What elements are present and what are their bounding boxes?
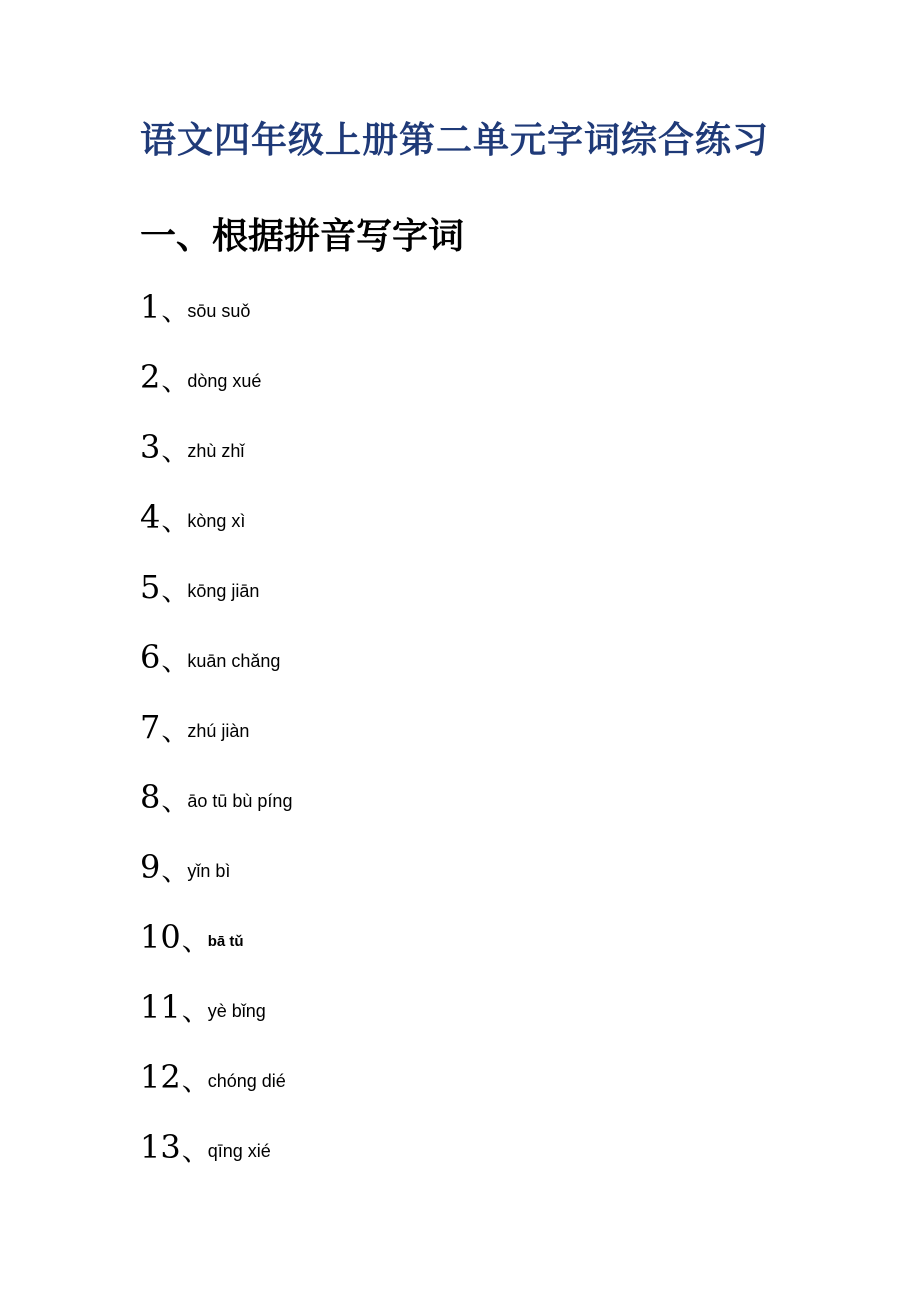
exercise-item [140,972,292,1042]
item-number: 8 [140,778,161,816]
exercise-item [140,692,292,762]
item-separator: 、 [181,1064,210,1097]
exercise-item [140,552,292,622]
document-title: 语文四年级上册第二单元字词综合练习 [140,119,770,161]
exercise-item [140,832,292,902]
item-number: 10 [140,918,181,956]
item-separator: 、 [161,644,190,677]
item-separator: 、 [181,924,210,957]
item-pinyin: zhù zhǐ [187,440,245,461]
item-number: 6 [140,638,161,676]
item-separator: 、 [161,504,190,537]
pinyin-exercise-list [140,272,292,1182]
exercise-item [140,412,292,482]
exercise-item [140,482,292,552]
item-separator: 、 [161,364,190,397]
item-separator: 、 [161,434,190,467]
item-separator: 、 [161,714,190,747]
item-number: 1 [140,288,161,326]
item-number: 7 [140,708,161,746]
item-pinyin: kòng xì [187,510,246,531]
item-pinyin: bā tǔ [207,932,244,950]
item-pinyin: chóng dié [207,1070,286,1091]
exercise-item [140,762,292,832]
exercise-item [140,902,292,972]
item-pinyin: zhú jiàn [187,720,250,741]
exercise-item [140,1042,292,1112]
item-pinyin: yǐn bì [187,860,231,881]
section-heading: 一、根据拼音写字词 [140,216,465,257]
item-number: 13 [140,1128,181,1166]
item-separator: 、 [161,784,190,817]
exercise-item [140,272,292,342]
item-pinyin: qīng xié [207,1140,271,1161]
item-number: 12 [140,1058,181,1096]
exercise-item [140,622,292,692]
item-pinyin: dòng xué [187,370,262,391]
item-pinyin: sōu suǒ [187,300,251,321]
item-pinyin: āo tū bù píng [187,790,293,811]
exercise-item [140,1112,292,1182]
item-pinyin: yè bǐng [207,1000,266,1021]
item-separator: 、 [181,1134,210,1167]
item-separator: 、 [161,294,190,327]
item-separator: 、 [161,854,190,887]
item-separator: 、 [161,574,190,607]
item-number: 4 [140,498,161,536]
item-number: 5 [140,568,161,606]
item-number: 3 [140,428,161,466]
item-number: 2 [140,358,161,396]
item-number: 11 [140,988,181,1026]
item-pinyin: kuān chǎng [187,650,281,671]
item-separator: 、 [181,994,210,1027]
item-number: 9 [140,848,161,886]
exercise-item [140,342,292,412]
item-pinyin: kōng jiān [187,580,260,601]
